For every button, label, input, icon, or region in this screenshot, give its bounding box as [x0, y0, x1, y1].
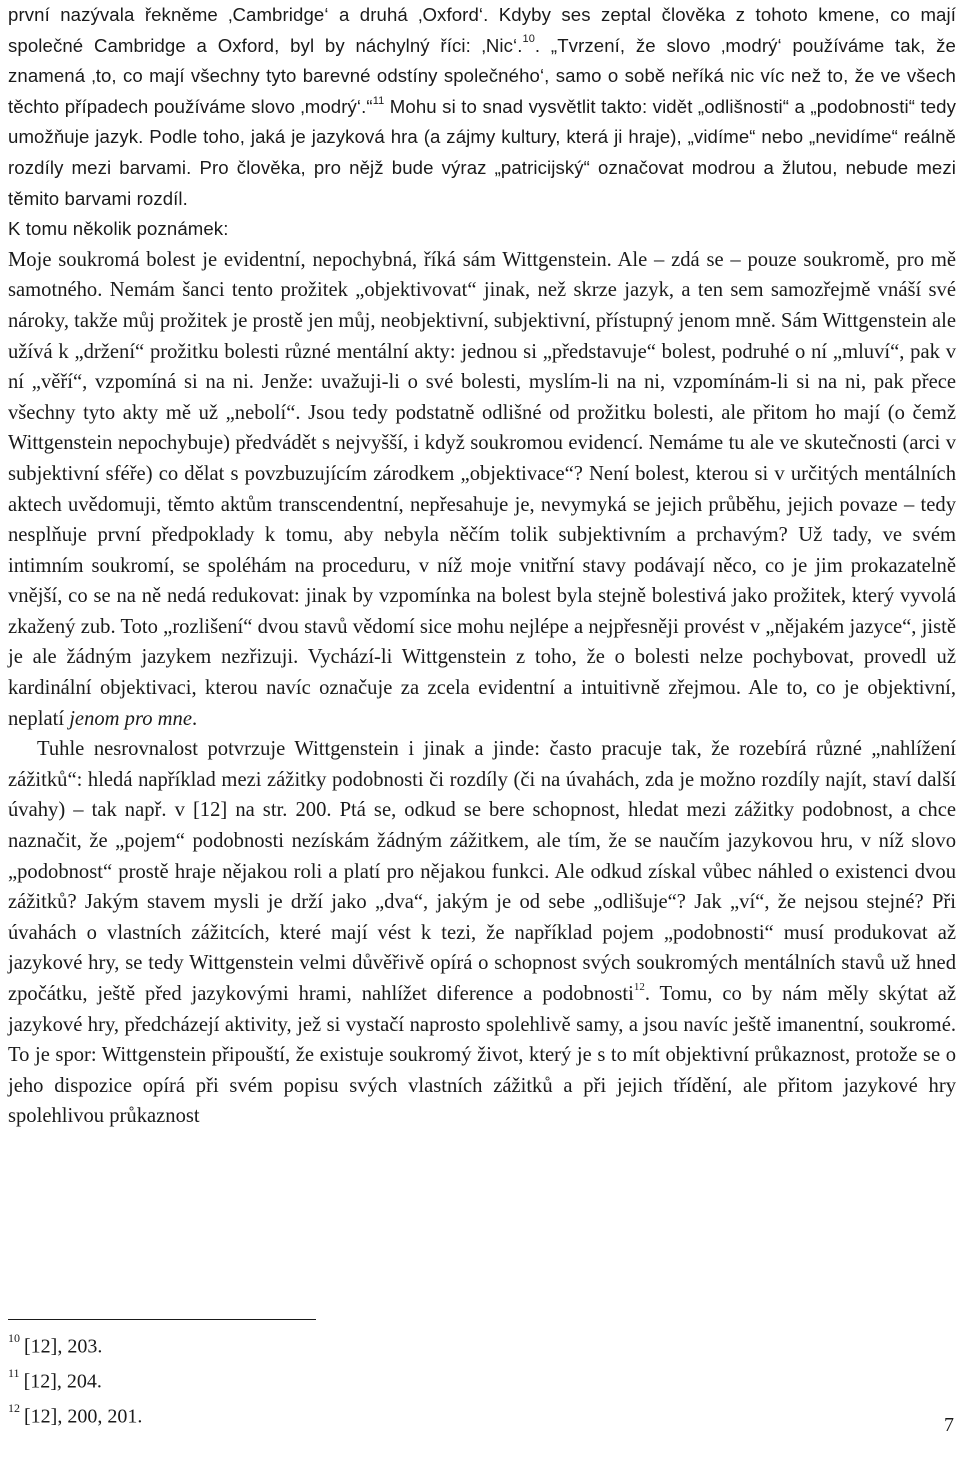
paragraph-3-part-1: Moje soukromá bolest je evidentní, nepochybná, říká sám Wittgenstein. Ale – zdá se – pouze soukromě, pro mě samotného. Nemám šanci tento prožitek „objektivovat“ jinak, než skrze jazyk, a ten sem samozřejmě vnáší své nároky, takže můj prožitek je prostě jen můj, neobjektivní, subjektivní, přístupný jenom mně. Sám Wittgenstein ale užívá k „držení“ prožitku bolesti různé mentální akty: jednou si „představuje“ bolest, podruhé o ní „mluví“, pak v ní „věří“, vzpomíná si na ni. Jenže: uvažuji-li o své bolesti, myslím-li na ni, vzpomínám-li si na ni, pak přece všechny tyto akty mě už „nebolí“. Jsou tedy podstatně odlišné od prožitku bolesti, ale přitom ho mají (o čemž Wittgenstein nepochybuje) předvádět s nejvyšší, i když soukromou evidencí. Nemáme tu ale ve skutečnosti (arci v subjektivní sféře) co dělat s povzbuzujícím zárodkem „objektivace“? Není bolest, kterou si v určitých mentálních aktech uvědomuji, těmto aktům transcendentní, nepřesahuje je, nevymyká se jejich průběhu, jejich povaze – tedy nesplňuje první předpoklady k tomu, aby nebyla něčím tolik subjektivním a prchavým? Už tady, ve svém intimním soukromí, se spoléhám na proceduru, v níž moje vnitřní stavy podávají něco, co je jim prokazatelně vnější, co se na ně nedá redukovat: jinak by vzpomínka na bolest byla stejně bolestivá jako prožitek, který vyvolá zkažený zub. Toto „rozlišení“ dvou stavů vědomí sice mohu nejlépe a nejpřesněji provést v „nějakém jazyce“, jistě je ale žádným jazykem nezřizuji. Vychází-li Wittgenstein z toho, že o bolesti nelze pochybovat, provedl už kardinální objektivaci, kterou navíc označuje za zcela evidentní a intuitivně zřejmou. Ale to, co je objektivní, neplatí: [8, 248, 957, 730]
paragraph-1: [8, 0, 956, 214]
paragraph-3: [8, 245, 956, 735]
footnote-ref-12[interactable]: 12: [633, 981, 645, 994]
footnote-ref-11[interactable]: 11: [372, 94, 385, 107]
paragraph-3-italic: jenom pro mne: [69, 707, 192, 730]
footnote-text: [12], 203.: [24, 1335, 103, 1358]
paragraph-4-part-2: . Tomu, co by nám měly skýtat až jazykové hry, předcházejí aktivity, jež si vystačí naprosto spolehlivě samy, a jsou navíc ještě imanentní, soukromé. To je spor: Wittgenstein připouští, že existuje soukromý život, který je s to mít objektivní průkaznost, protože se o jeho dispozice opírá při svém popisu svých vlastních zážitků a při jejich třídění, ale přitom jazykové hry spolehlivou průkaznost: [8, 983, 956, 1128]
paragraph-3-part-2: .: [191, 707, 198, 730]
footnote-11: [8, 1361, 142, 1396]
footnote-divider: [8, 1319, 316, 1320]
paragraph-1-part-1: první nazývala řekněme ‚Cambridge‘ a druhá ‚Oxford‘. Kdyby ses zeptal člověka z tohoto kmene, co mají společné Cambridge a Oxford, byl by náchylný říci: ‚Nic‘.: [8, 4, 956, 56]
footnote-12: [8, 1396, 142, 1431]
page-number: 7: [944, 1414, 954, 1436]
footnotes: [8, 1326, 142, 1431]
paragraph-1-part-3: Mohu si to snad vysvětlit takto: vidět „odlišnosti“ a „podobnosti“ tedy umožňuje jazyk. Podle toho, jaká je jazyková hra (a zájmy kultury, která ji hraje), „vidíme“ nebo „nevidíme“ reálně rozdíly mezi barvami. Pro člověka, pro nějž bude výraz „patricijský“ označovat modrou a žlutou, nebude mezi těmito barvami rozdíl.: [8, 95, 956, 209]
footnote-number: 10: [8, 1331, 20, 1345]
paragraph-4: [8, 734, 956, 1132]
footnote-10: [8, 1326, 142, 1361]
footnote-text: [12], 200, 201.: [24, 1405, 143, 1428]
footnote-number: 11: [8, 1366, 20, 1380]
page: [8, 0, 957, 1428]
footnote-number: 12: [8, 1401, 20, 1415]
footnote-ref-10[interactable]: 10: [522, 33, 535, 46]
paragraph-4-part-1: Tuhle nesrovnalost potvrzuje Wittgenstein i jinak a jinde: často pracuje tak, že rozebírá různé „nahlížení zážitků“: hledá například mezi zážitky podobnosti či rozdíly (či na úvahách, zda je možno rozdíly najít, staví další úvahy) – tak např. v [12] na str. 200. Ptá se, odkud se bere schopnost, hledat mezi zážitky podobnost, a chce naznačit, že „pojem“ podobnosti nezískám žádným zážitkem, ale tím, že se naučím jazykovou hru, v níž slovo „podobnost“ prostě hraje nějakou roli a platí pro nějakou funkci. Ale odkud získal vůbec náhled o existenci dvou zážitků? Jakým stavem mysli je drží jako „dva“, jakým je od sebe „odlišuje“? Jak „ví“, že nejsou stejné? Při úvahách o vlastních zážitcích, které mají vést k tezi, že například pojem „podobnosti“ musí produkovat až jazykové hry, se tedy Wittgenstein velmi důvěřivě opírá o schopnost svých soukromých mentálních stavů už hned zpočátku, ještě před jazykovými hrami, nahlížet diference a podobnosti: [8, 738, 956, 1005]
paragraph-1-part-2: . „Tvrzení, že slovo ‚modrý‘ používáme tak, že znamená ‚to, co mají všechny tyto barevné odstíny společného‘, samo o sobě neříká nic víc než to, že ve všech těchto případech používáme slovo ‚modrý‘.“: [8, 34, 956, 117]
footnote-text: [12], 204.: [23, 1370, 102, 1393]
body-text: [8, 0, 956, 1132]
paragraph-2: K tomu několik poznámek:: [8, 218, 229, 240]
